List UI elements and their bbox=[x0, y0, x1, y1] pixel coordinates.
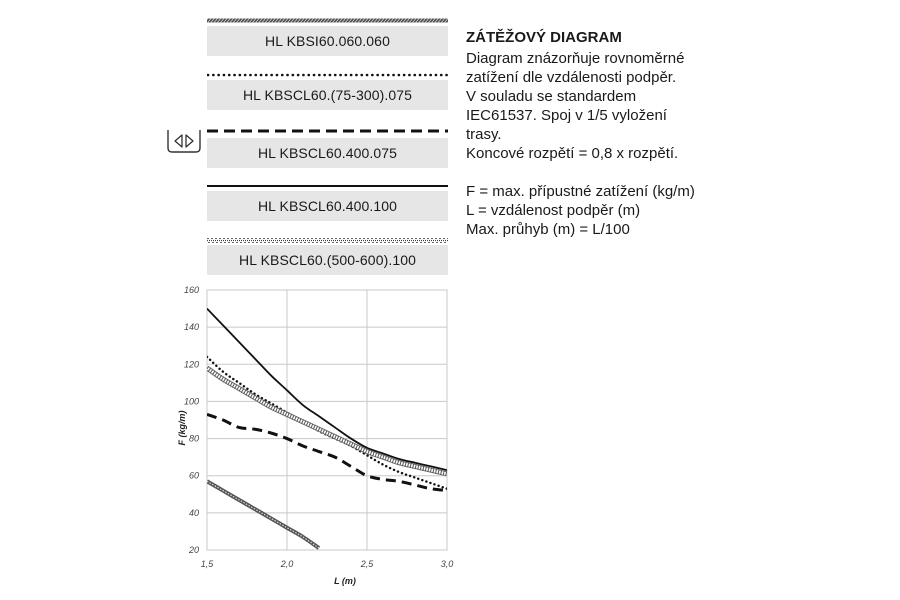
description-line: zatížení dle vzdálenosti podpěr. bbox=[466, 69, 677, 86]
plot-area bbox=[207, 290, 447, 550]
load-chart bbox=[160, 282, 460, 600]
description-line: IEC61537. Spoj v 1/5 vyložení bbox=[466, 107, 667, 124]
definition-line: Max. průhyb (m) = L/100 bbox=[466, 221, 630, 238]
description bbox=[466, 28, 756, 239]
legend-label: HL KBSCL60.(75-300).075 bbox=[207, 80, 448, 110]
legend-swatch-solid bbox=[207, 182, 448, 190]
legend-swatch-dotted bbox=[207, 71, 448, 79]
definition-line: F = max. přípustné zatížení (kg/m) bbox=[466, 183, 695, 200]
description-line: Diagram znázorňuje rovnoměrné bbox=[466, 50, 685, 67]
legend-swatch-crosshatch bbox=[207, 236, 448, 244]
y-tick-label: 120 bbox=[183, 359, 199, 370]
x-tick-label: 2,0 bbox=[280, 559, 294, 569]
definition-line: L = vzdálenost podpěr (m) bbox=[466, 202, 641, 219]
legend-label: HL KBSCL60.(500-600).100 bbox=[207, 245, 448, 275]
legend-label: HL KBSCL60.400.075 bbox=[207, 138, 448, 168]
x-axis-label: L (m) bbox=[334, 576, 356, 586]
support-span-icon bbox=[167, 129, 201, 153]
y-tick-label: 40 bbox=[188, 507, 199, 518]
legend-swatch-dashed bbox=[207, 127, 448, 135]
description-line: trasy. bbox=[466, 126, 502, 143]
x-tick-label: 2,5 bbox=[360, 559, 374, 569]
description-title: ZÁTĚŽOVÝ DIAGRAM bbox=[466, 29, 622, 46]
y-tick-label: 60 bbox=[188, 470, 199, 481]
description-line: V souladu se standardem bbox=[466, 88, 637, 105]
legend-label: HL KBSCL60.400.100 bbox=[207, 191, 448, 221]
y-axis-label: F (kg/m) bbox=[177, 410, 187, 446]
y-tick-label: 160 bbox=[183, 285, 199, 295]
y-tick-label: 100 bbox=[183, 396, 199, 407]
description-spacer bbox=[466, 163, 756, 182]
y-tick-label: 140 bbox=[183, 322, 199, 333]
legend-swatch-hatched bbox=[207, 17, 448, 25]
y-tick-label: 20 bbox=[188, 545, 199, 555]
x-tick-label: 1,5 bbox=[200, 559, 214, 569]
y-tick-label: 80 bbox=[188, 433, 199, 444]
legend-label: HL KBSI60.060.060 bbox=[207, 26, 448, 56]
description-line: Koncové rozpětí = 0,8 x rozpětí. bbox=[466, 145, 679, 162]
x-tick-label: 3,0 bbox=[440, 559, 454, 569]
